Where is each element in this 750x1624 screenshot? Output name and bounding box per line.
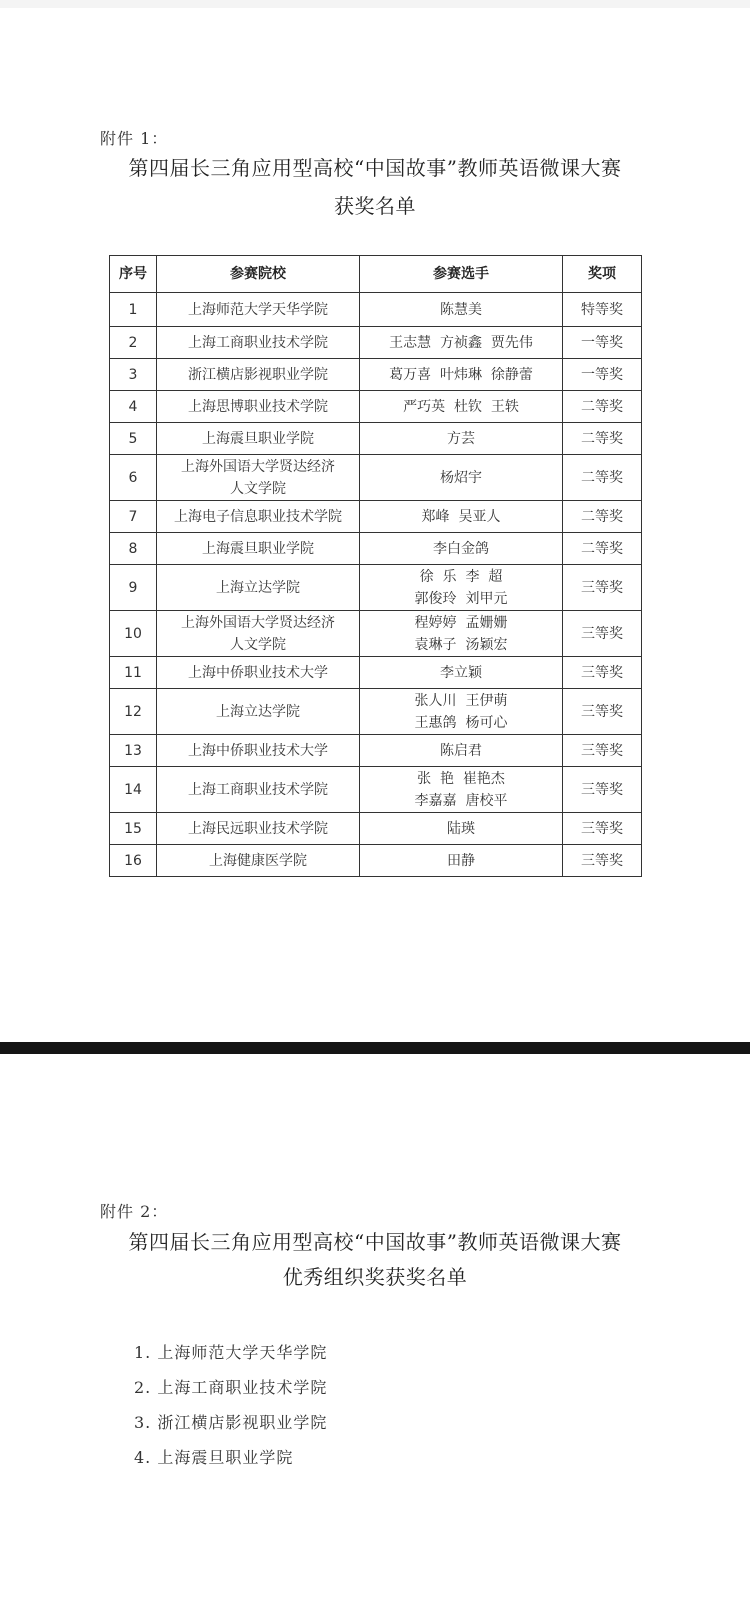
players-line: 李嘉嘉 唐校平: [414, 792, 508, 809]
cell-school: [157, 813, 360, 845]
table-row: [110, 565, 642, 611]
cell-school: [157, 501, 360, 533]
school-line: 上海工商职业技术学院: [188, 781, 328, 798]
cell-seq: 10: [110, 611, 157, 657]
players-line: 郭俊玲 刘甲元: [414, 590, 508, 607]
table-row: [110, 423, 642, 455]
cell-seq: 9: [110, 565, 157, 611]
cell-seq: 3: [110, 359, 157, 391]
cell-seq: 15: [110, 813, 157, 845]
table-row: [110, 767, 642, 813]
school-line: 上海电子信息职业技术学院: [174, 508, 342, 525]
school-line: 人文学院: [230, 636, 286, 653]
cell-players: [360, 501, 563, 533]
cell-seq: 2: [110, 327, 157, 359]
cell-award: 三等奖: [563, 767, 642, 813]
attachment2-title-line2: 优秀组织奖获奖名单: [282, 1265, 468, 1289]
attachment1-title-line1: 第四届长三角应用型高校“中国故事”教师英语微课大赛: [128, 156, 622, 180]
players-line: 郑峰 吴亚人: [421, 508, 501, 525]
school-line: 上海外国语大学贤达经济: [181, 458, 335, 475]
table-row: [110, 735, 642, 767]
players-line: 杨炤宇: [440, 469, 482, 486]
players-line: 李立颖: [440, 664, 482, 681]
players-line: 方芸: [447, 430, 475, 447]
school-line: 上海震旦职业学院: [202, 540, 314, 557]
cell-players: [360, 533, 563, 565]
school-line: 上海思博职业技术学院: [188, 398, 328, 415]
players-line: 程婷婷 孟姗姗: [414, 614, 508, 631]
cell-school: [157, 327, 360, 359]
cell-school: [157, 293, 360, 327]
table-row: [110, 359, 642, 391]
table-row: [110, 455, 642, 501]
cell-school: [157, 359, 360, 391]
cell-players: [360, 611, 563, 657]
school-line: 上海立达学院: [216, 579, 300, 596]
cell-school: [157, 423, 360, 455]
cell-school: [157, 565, 360, 611]
attachment1-title-line2: 获奖名单: [334, 194, 416, 218]
table-header-row: [110, 256, 642, 293]
players-line: 葛万喜 叶炜琳 徐静蕾: [389, 366, 533, 383]
cell-players: [360, 391, 563, 423]
table-row: [110, 391, 642, 423]
players-line: 王惠鸽 杨可心: [414, 714, 508, 731]
players-line: 严巧英 杜钦 王轶: [403, 398, 519, 415]
table-row: [110, 813, 642, 845]
cell-award: 二等奖: [563, 501, 642, 533]
attachment1-label: 附件 1：: [100, 129, 169, 148]
header-seq: 序号: [110, 256, 157, 293]
cell-award: 三等奖: [563, 565, 642, 611]
school-line: 上海中侨职业技术大学: [188, 664, 328, 681]
cell-school: [157, 767, 360, 813]
table-row: [110, 689, 642, 735]
school-line: 上海立达学院: [216, 703, 300, 720]
header-school: 参赛院校: [157, 256, 360, 293]
players-line: 田静: [447, 852, 475, 869]
cell-award: 三等奖: [563, 813, 642, 845]
cell-players: [360, 767, 563, 813]
page-top-edge: [0, 0, 750, 8]
cell-seq: 12: [110, 689, 157, 735]
cell-award: 三等奖: [563, 689, 642, 735]
table-row: [110, 845, 642, 877]
cell-award: 三等奖: [563, 611, 642, 657]
players-line: 陈启君: [440, 742, 482, 759]
award-table-body: [110, 293, 642, 877]
award-table: [109, 255, 642, 877]
cell-players: [360, 423, 563, 455]
header-players: 参赛选手: [360, 256, 563, 293]
cell-seq: 14: [110, 767, 157, 813]
cell-players: [360, 455, 563, 501]
cell-seq: 1: [110, 293, 157, 327]
school-line: 上海健康医学院: [209, 852, 307, 869]
list-item: 2. 上海工商职业技术学院: [134, 1378, 328, 1397]
cell-players: [360, 293, 563, 327]
school-line: 上海工商职业技术学院: [188, 334, 328, 351]
cell-seq: 6: [110, 455, 157, 501]
school-line: 上海中侨职业技术大学: [188, 742, 328, 759]
table-row: [110, 327, 642, 359]
list-item: 3. 浙江横店影视职业学院: [134, 1413, 328, 1432]
cell-award: 二等奖: [563, 391, 642, 423]
page-divider: [0, 1042, 750, 1054]
cell-seq: 11: [110, 657, 157, 689]
cell-players: [360, 327, 563, 359]
table-row: [110, 533, 642, 565]
cell-school: [157, 455, 360, 501]
cell-school: [157, 845, 360, 877]
list-item: 1. 上海师范大学天华学院: [134, 1343, 328, 1362]
cell-school: [157, 611, 360, 657]
cell-award: 一等奖: [563, 327, 642, 359]
cell-school: [157, 657, 360, 689]
cell-players: [360, 689, 563, 735]
cell-players: [360, 813, 563, 845]
players-line: 徐 乐 李 超: [419, 568, 503, 585]
players-line: 张 艳 崔艳杰: [417, 770, 505, 787]
school-line: 浙江横店影视职业学院: [188, 366, 328, 383]
cell-award: 一等奖: [563, 359, 642, 391]
school-line: 上海民远职业技术学院: [188, 820, 328, 837]
table-row: [110, 657, 642, 689]
organization-award-list: [134, 1335, 327, 1475]
header-award: 奖项: [563, 256, 642, 293]
school-line: 上海外国语大学贤达经济: [181, 614, 335, 631]
cell-seq: 13: [110, 735, 157, 767]
cell-award: 特等奖: [563, 293, 642, 327]
players-line: 李白金鸽: [433, 540, 489, 557]
cell-award: 三等奖: [563, 735, 642, 767]
table-row: [110, 611, 642, 657]
players-line: 陈慧美: [440, 301, 482, 318]
cell-award: 二等奖: [563, 455, 642, 501]
cell-school: [157, 735, 360, 767]
attachment2-title-line1: 第四届长三角应用型高校“中国故事”教师英语微课大赛: [128, 1230, 622, 1254]
cell-players: [360, 565, 563, 611]
players-line: 王志慧 方祯鑫 贾先伟: [389, 334, 533, 351]
cell-school: [157, 391, 360, 423]
school-line: 上海师范大学天华学院: [188, 301, 328, 318]
players-line: 陆瑛: [447, 820, 475, 837]
school-line: 上海震旦职业学院: [202, 430, 314, 447]
attachment2-label: 附件 2：: [100, 1202, 169, 1221]
cell-seq: 4: [110, 391, 157, 423]
cell-seq: 5: [110, 423, 157, 455]
cell-players: [360, 845, 563, 877]
cell-award: 二等奖: [563, 533, 642, 565]
table-row: [110, 501, 642, 533]
cell-seq: 16: [110, 845, 157, 877]
cell-school: [157, 689, 360, 735]
cell-award: 三等奖: [563, 845, 642, 877]
players-line: 袁琳子 汤颖宏: [414, 636, 508, 653]
cell-players: [360, 359, 563, 391]
cell-school: [157, 533, 360, 565]
list-item: 4. 上海震旦职业学院: [134, 1448, 294, 1467]
cell-seq: 8: [110, 533, 157, 565]
school-line: 人文学院: [230, 480, 286, 497]
cell-seq: 7: [110, 501, 157, 533]
players-line: 张人川 王伊萌: [414, 692, 508, 709]
table-row: [110, 293, 642, 327]
cell-players: [360, 735, 563, 767]
cell-award: 二等奖: [563, 423, 642, 455]
cell-players: [360, 657, 563, 689]
cell-award: 三等奖: [563, 657, 642, 689]
